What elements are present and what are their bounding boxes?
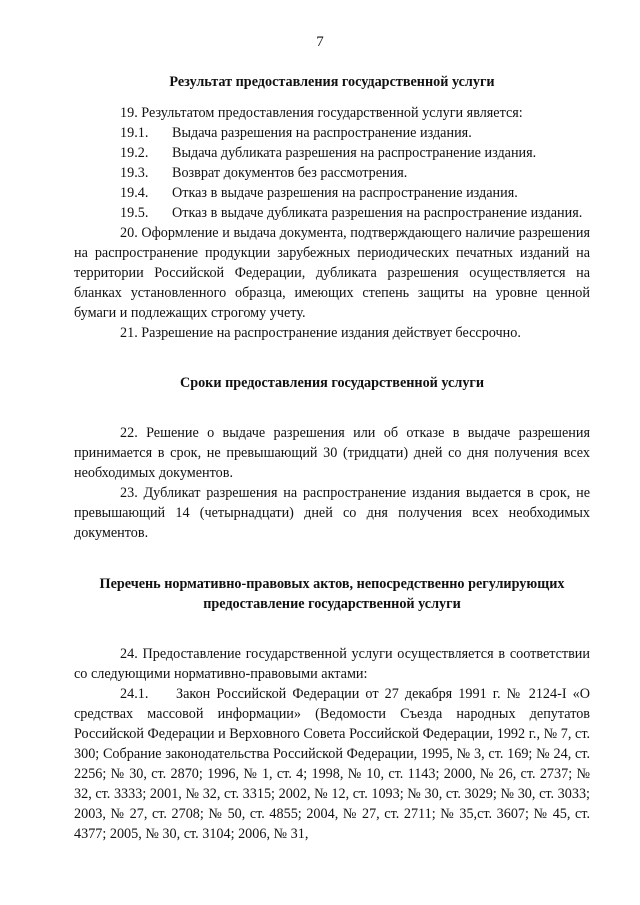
list-item-text: Выдача дубликата разрешения на распространение издания. [172, 145, 537, 161]
list-item [74, 183, 590, 203]
document-body [74, 72, 590, 844]
paragraph-24-1-number: 24.1. [120, 686, 149, 702]
paragraph-24-1-text: Закон Российской Федерации от 27 декабря 1991 г. № 2124-I «О средствах массовой информации» (Ведомости Съезда народных депутатов Российской Федерации и Верховного Совета Российской Федерации, 1992 г., № 7, ст. 300; Собрание законодательства Российской Федерации, 1995, № 3, ст. 169; № 24, ст. 2256; № 30, ст. 2870; 1996, № 1, ст. 4; 1998, № 10, ст. 1143; 2000, № 26, ст. 2737; № 32, ст. 3333; 2001, № 32, ст. 3315; 2002, № 12, ст. 1093; № 30, ст. 3029; № 30, ст. 3033; 2003, № 27, ст. 2708; № 50, ст. 4855; 2004, № 27, ст. 2711; № 35,ст. 3607; № 45, ст. 4377; 2005, № 30, ст. 3104; 2006, № 31, [74, 686, 590, 842]
list-item-text: Возврат документов без рассмотрения. [172, 165, 408, 181]
list-item-number: 19.3. [120, 165, 149, 181]
paragraph-23: 23. Дубликат разрешения на распространение издания выдается в срок, не превышающий 14 (четырнадцати) дней со дня получения всех необходимых документов. [74, 485, 590, 541]
page-number: 7 [316, 34, 324, 50]
list-item-number: 19.1. [120, 125, 149, 141]
paragraph-19-intro: 19. Результатом предоставления государственной услуги является: [120, 105, 523, 121]
list-item-number: 19.4. [120, 185, 149, 201]
paragraph-24: 24. Предоставление государственной услуги осуществляется в соответствии со следующими нормативно-правовыми актами: [74, 646, 590, 682]
list-item [74, 203, 590, 223]
list-item [74, 143, 590, 163]
paragraph-20: 20. Оформление и выдача документа, подтверждающего наличие разрешения на распространение продукции зарубежных периодических печатных изданий на территории Российской Федерации, дубликата разрешения осуществляется на бланках установленного образца, имеющих степень защиты на уровне ценной бумаги и подлежащих строгому учету. [74, 225, 590, 321]
section-heading-result: Результат предоставления государственной услуги [169, 74, 495, 90]
list-item-text: Отказ в выдаче дубликата разрешения на распространение издания. [172, 205, 583, 221]
paragraph-24-1 [74, 684, 590, 844]
section-heading-acts-line2: предоставление государственной услуги [203, 596, 461, 612]
paragraph-22: 22. Решение о выдаче разрешения или об отказе в выдаче разрешения принимается в срок, не превышающий 30 (тридцати) дней со дня получения всех необходимых документов. [74, 425, 590, 481]
list-item-number: 19.5. [120, 205, 149, 221]
list-item-number: 19.2. [120, 145, 149, 161]
list-item-text: Выдача разрешения на распространение издания. [172, 125, 472, 141]
list-item [74, 123, 590, 143]
section-heading-terms: Сроки предоставления государственной услуги [179, 375, 485, 391]
paragraph-21: 21. Разрешение на распространение издания действует бессрочно. [120, 325, 521, 341]
section-heading-acts-line1: Перечень нормативно-правовых актов, непосредственно регулирующих [99, 576, 565, 592]
list-item-text: Отказ в выдаче разрешения на распространение издания. [172, 185, 518, 201]
list-item [74, 163, 590, 183]
